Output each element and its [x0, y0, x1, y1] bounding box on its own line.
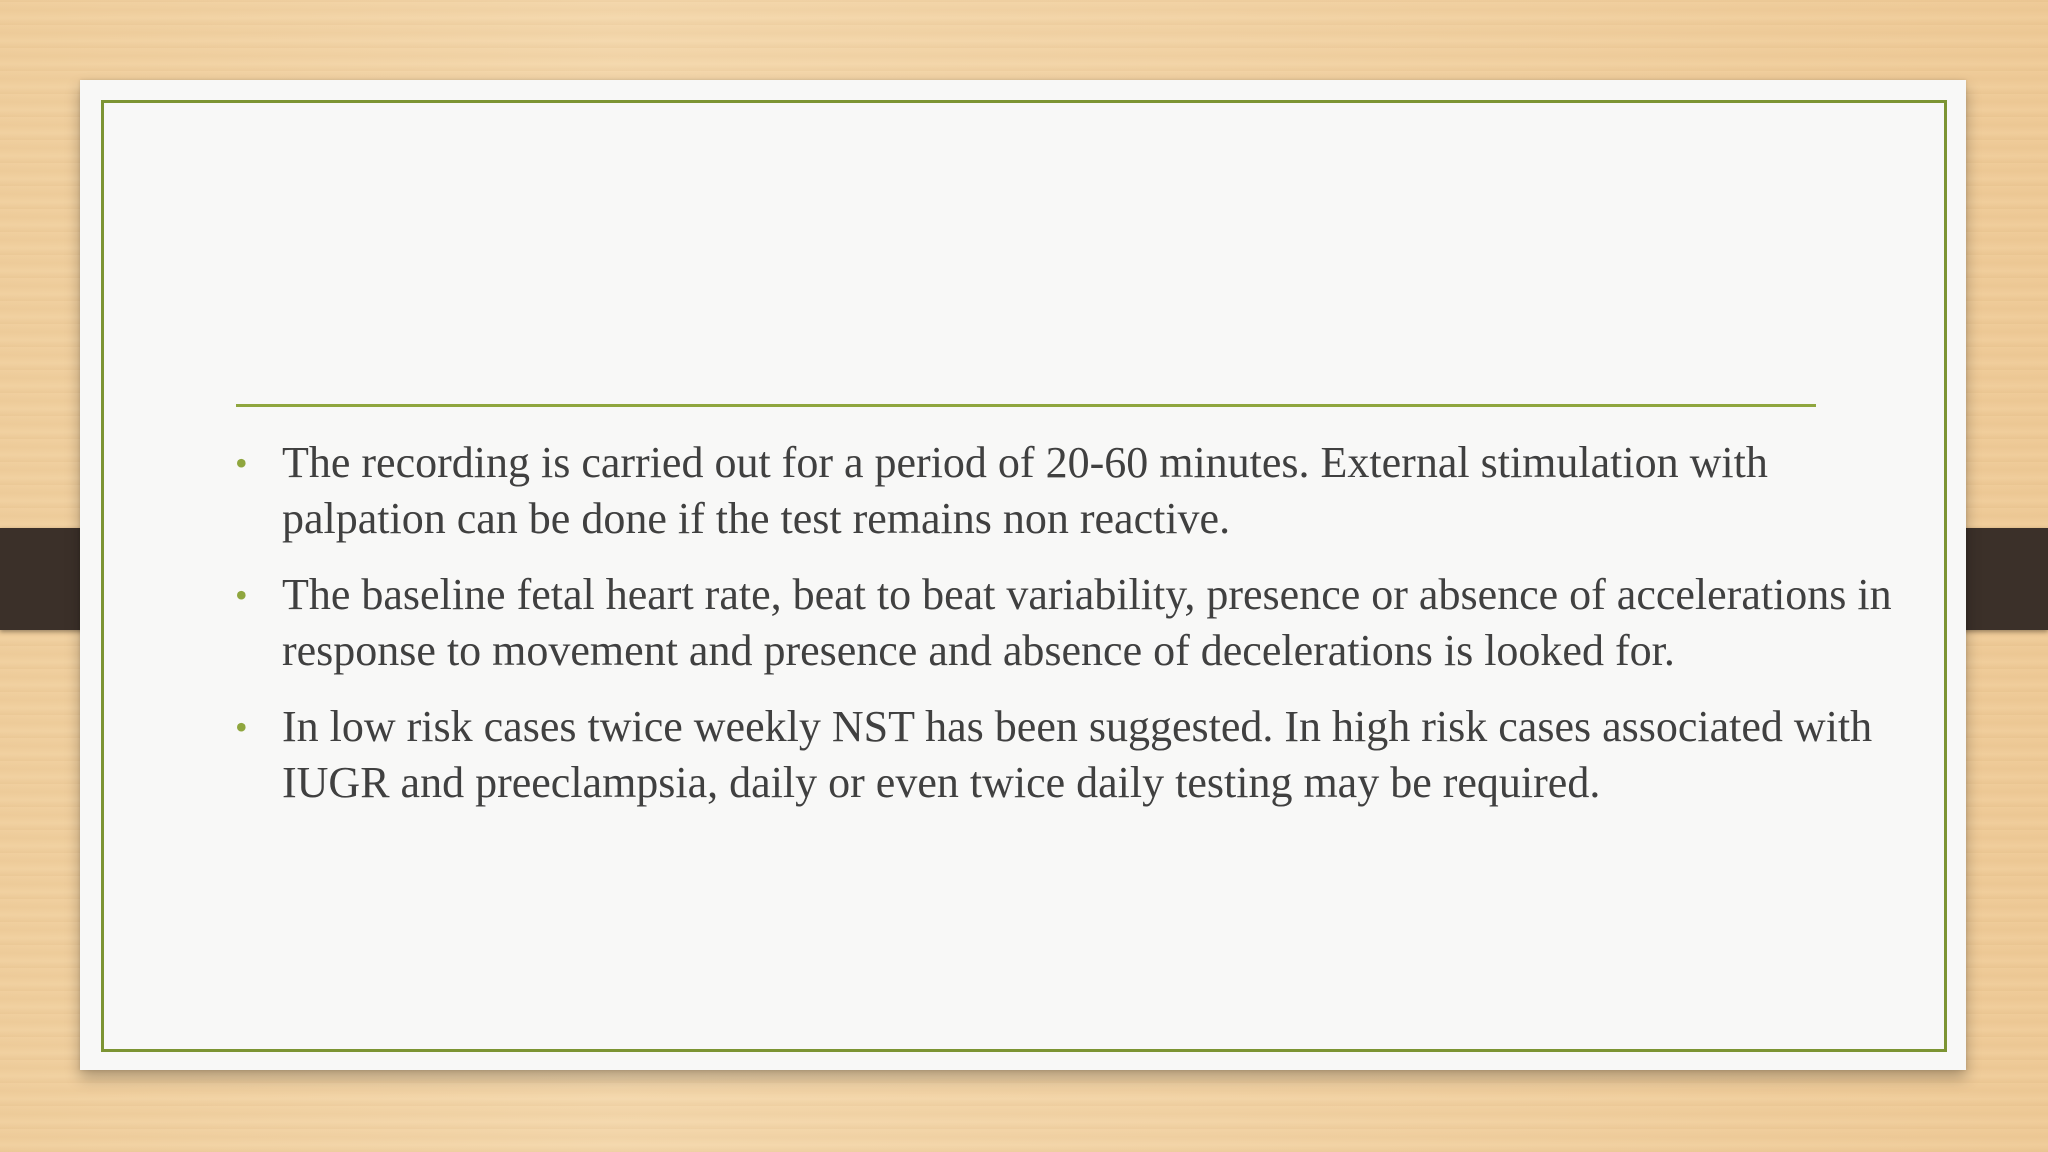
bullet-item: [235, 435, 1902, 547]
bullet-item: [235, 699, 1902, 811]
bullet-list: [235, 435, 1902, 831]
bullet-text: In low risk cases twice weekly NST has been suggested. In high risk cases associated with IUGR and preeclampsia, daily or even twice daily testing may be required.: [282, 702, 1873, 807]
bullet-item: [235, 567, 1902, 679]
bullet-dot-icon: •: [235, 707, 248, 747]
bullet-dot-icon: •: [235, 443, 248, 483]
bullet-text: The recording is carried out for a period of 20-60 minutes. External stimulation with palpation can be done if the test remains non reactive.: [282, 438, 1768, 543]
title-divider-line: [236, 404, 1816, 407]
bullet-text: The baseline fetal heart rate, beat to beat variability, presence or absence of accelerations in response to movement and presence and absence of decelerations is looked for.: [282, 570, 1892, 675]
slide-card: [80, 80, 1966, 1070]
bullet-dot-icon: •: [235, 575, 248, 615]
